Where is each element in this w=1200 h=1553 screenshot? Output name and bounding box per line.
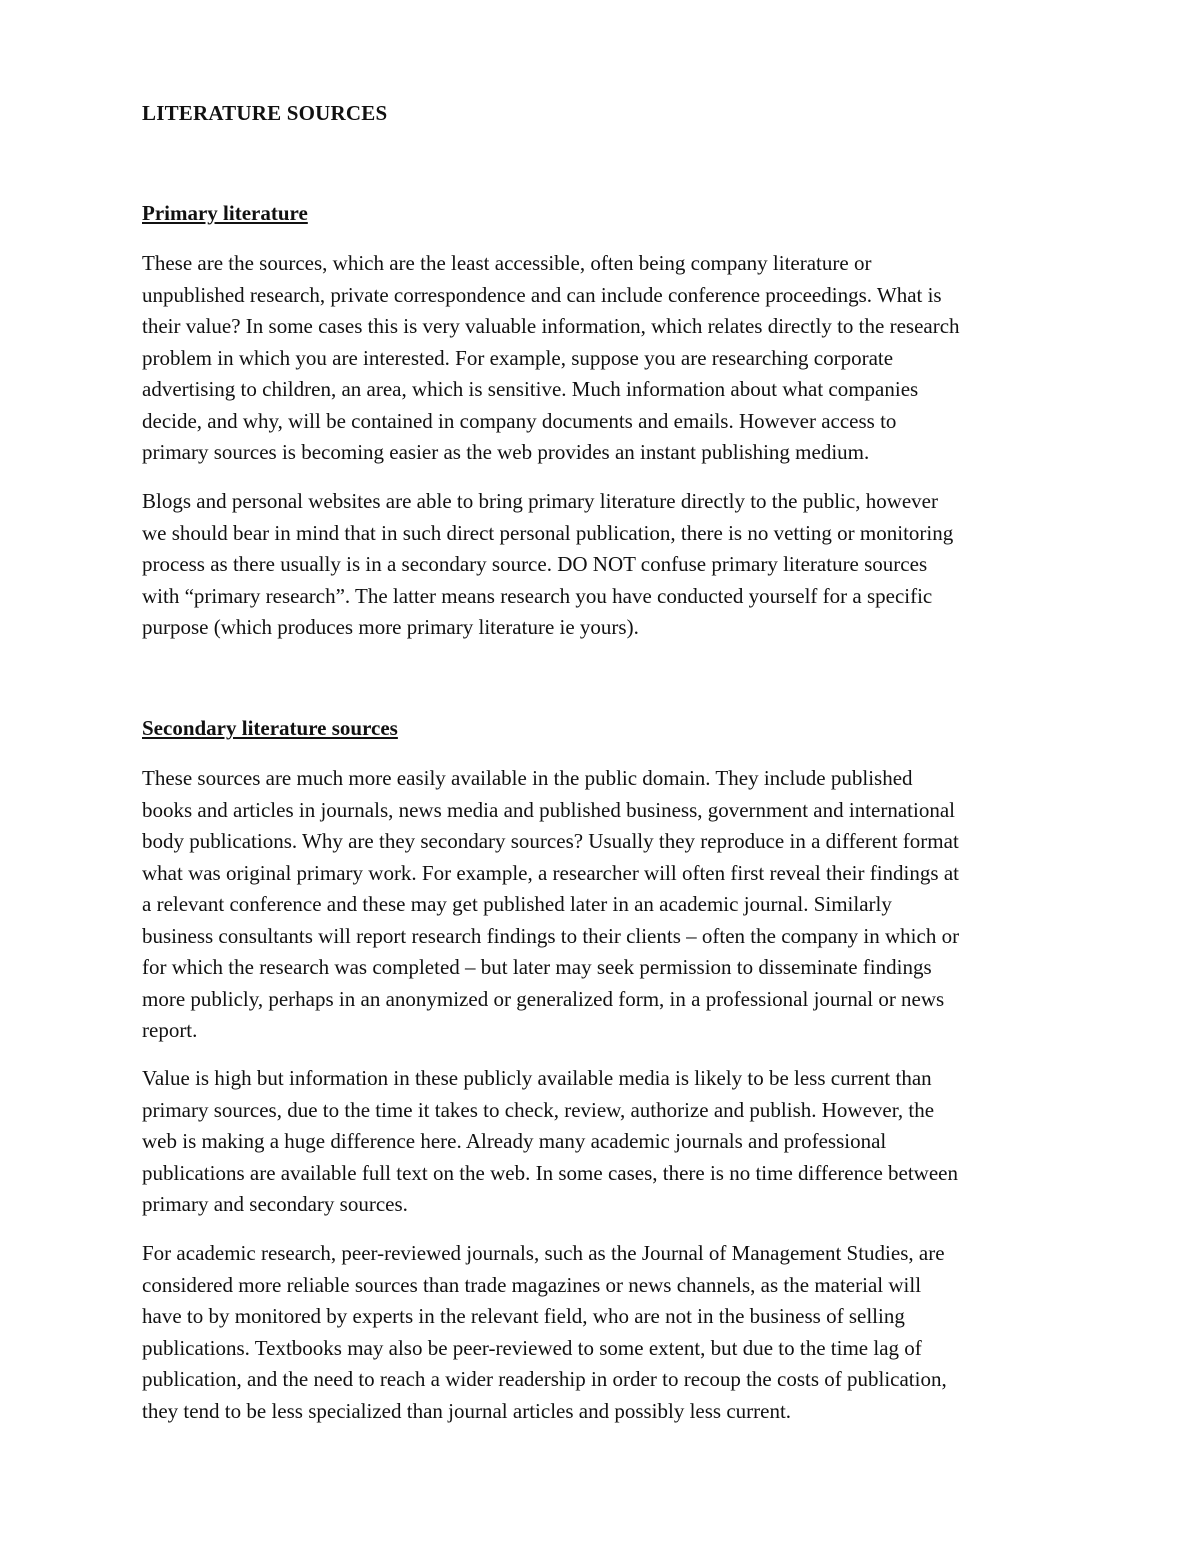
- text-line: with “primary research”. The latter means research you have conducted yourself for a specific: [142, 583, 933, 608]
- text-line: their value? In some cases this is very valuable information, which relates directly to the research: [142, 314, 960, 338]
- text-line: primary sources is becoming easier as the web provides an instant publishing medium.: [142, 440, 870, 464]
- text-line: publication, and the need to reach a wider readership in order to recoup the costs of publication,: [142, 1367, 947, 1391]
- paragraph-primary-2: [142, 486, 1064, 644]
- text-line: These sources are much more easily available in the public domain. They include published: [142, 766, 913, 790]
- text-line: business consultants will report research findings to their clients – often the company in which or: [142, 923, 960, 948]
- text-line: more publicly, perhaps in an anonymized or generalized form, in a professional journal or news: [142, 986, 945, 1011]
- text-line: unpublished research, private correspondence and can include conference proceedings. What is: [142, 282, 942, 307]
- text-line: we should bear in mind that in such direct personal publication, there is no vetting or monitoring: [142, 520, 954, 545]
- text-line: For academic research, peer-reviewed journals, such as the Journal of Management Studies, are: [142, 1241, 945, 1265]
- paragraph-secondary-3: [142, 1238, 1064, 1427]
- text-line: body publications. Why are they secondary sources? Usually they reproduce in a different format: [142, 829, 959, 853]
- text-line: primary and secondary sources.: [142, 1192, 408, 1216]
- text-line: for which the research was completed – but later may seek permission to disseminate findings: [142, 955, 932, 979]
- document-title: LITERATURE SOURCES: [142, 101, 388, 125]
- text-line: web is making a huge difference here. Already many academic journals and professional: [142, 1129, 887, 1153]
- text-line: problem in which you are interested. For example, suppose you are researching corporate: [142, 345, 894, 370]
- text-line: a relevant conference and these may get published later in an academic journal. Similarly: [142, 892, 892, 916]
- text-line: purpose (which produces more primary literature ie yours).: [142, 615, 639, 639]
- text-line: what was original primary work. For example, a researcher will often first reveal their findings at: [142, 860, 959, 885]
- text-line: have to by monitored by experts in the relevant field, who are not in the business of selling: [142, 1304, 905, 1328]
- text-line: publications are available full text on the web. In some cases, there is no time difference between: [142, 1160, 958, 1185]
- section-heading-primary-literature: Primary literature: [142, 201, 308, 225]
- text-line: process as there usually is in a secondary source. DO NOT confuse primary literature sources: [142, 552, 928, 576]
- text-line: primary sources, due to the time it takes to check, review, authorize and publish. However, the: [142, 1097, 935, 1122]
- paragraph-secondary-1: [142, 763, 1064, 1047]
- text-line: they tend to be less specialized than journal articles and possibly less current.: [142, 1398, 792, 1423]
- paragraph-primary-1: [142, 248, 1064, 469]
- text-line: Blogs and personal websites are able to bring primary literature directly to the public, however: [142, 489, 939, 513]
- text-line: considered more reliable sources than trade magazines or news channels, as the material will: [142, 1272, 922, 1297]
- text-line: decide, and why, will be contained in company documents and emails. However access to: [142, 408, 897, 433]
- text-line: report.: [142, 1018, 198, 1042]
- paragraph-secondary-2: [142, 1063, 1064, 1221]
- text-line: These are the sources, which are the least accessible, often being company literature or: [142, 251, 872, 275]
- text-line: publications. Textbooks may also be peer-reviewed to some extent, but due to the time lag of: [142, 1335, 922, 1360]
- text-line: Value is high but information in these publicly available media is likely to be less current than: [142, 1066, 932, 1090]
- section-heading-secondary-literature: Secondary literature sources: [142, 716, 398, 740]
- text-line: books and articles in journals, news media and published business, government and international: [142, 797, 955, 822]
- text-line: advertising to children, an area, which is sensitive. Much information about what companies: [142, 377, 919, 401]
